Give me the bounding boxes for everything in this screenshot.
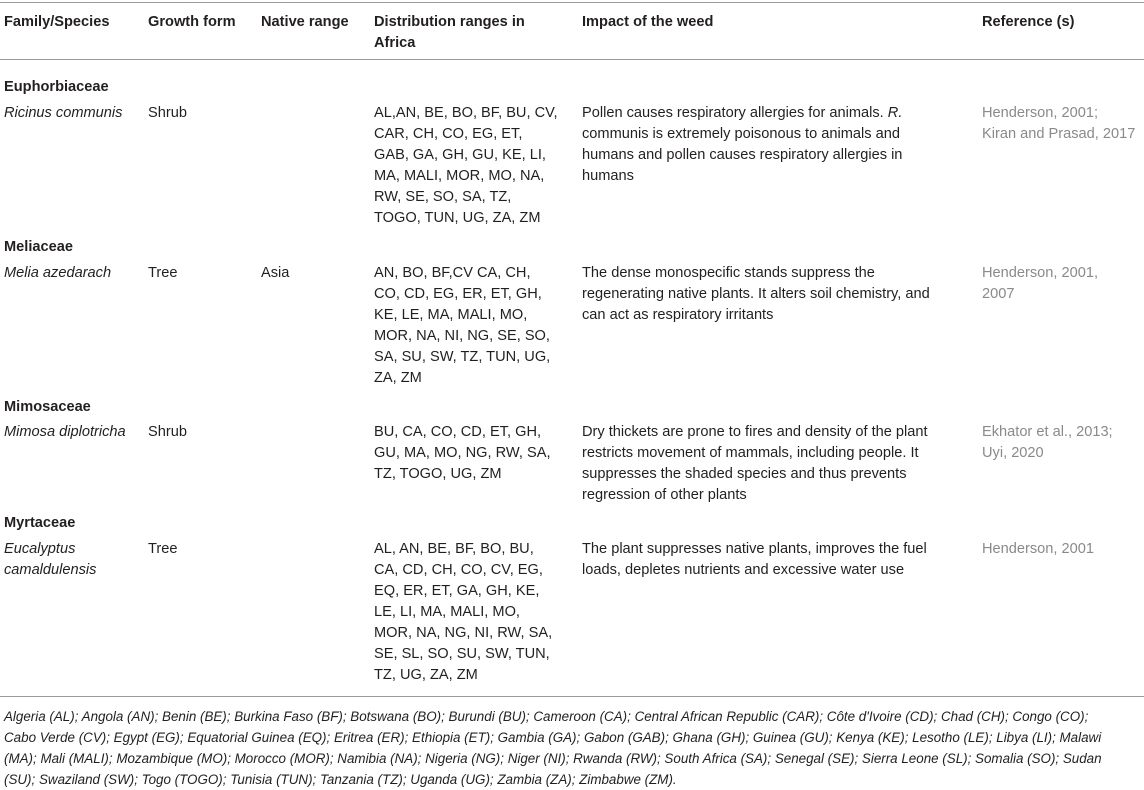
header-family-species: Family/Species	[4, 14, 110, 30]
dist-line: EQ, ER, ET, GA, GH, KE,	[374, 583, 540, 599]
dist-line: AL, AN, BE, BF, BO, BU,	[374, 541, 534, 557]
dist-line: AN, BO, BF,CV CA, CH,	[374, 265, 531, 281]
distribution-melia	[374, 263, 574, 389]
distribution-eucalyptus	[374, 539, 574, 686]
species-melia: Melia azedarach	[4, 265, 112, 281]
species-eucalyptus	[4, 539, 144, 581]
dist-line: KE, LE, MA, MALI, MO,	[374, 307, 528, 323]
family-euphorbiaceae: Euphorbiaceae	[4, 79, 109, 95]
species-line: camaldulensis	[4, 562, 97, 578]
species-line: Eucalyptus	[4, 541, 76, 557]
reference-eucalyptus	[982, 539, 1144, 560]
table-footnote	[4, 706, 1142, 790]
reference-mimosa	[982, 422, 1144, 464]
dist-line: TOGO, TUN, UG, ZA, ZM	[374, 210, 541, 226]
impact-mimosa	[582, 422, 974, 506]
species-ricinus: Ricinus communis	[4, 105, 123, 121]
dist-line: SA, SU, SW, TZ, TUN, UG,	[374, 349, 551, 365]
impact-ricinus	[582, 103, 974, 187]
header-distribution-line1: Distribution ranges in	[374, 14, 525, 30]
dist-line: RW, SE, SO, SA, TZ,	[374, 189, 512, 205]
ref-line: Ekhator et al., 2013;	[982, 424, 1113, 440]
header-reference: Reference (s)	[982, 14, 1075, 30]
header-native-range: Native range	[261, 14, 349, 30]
dist-line: LE, LI, MA, MALI, MO,	[374, 604, 520, 620]
header-rule	[0, 59, 1144, 60]
dist-line: GAB, GA, GH, GU, KE, LI,	[374, 147, 546, 163]
distribution-mimosa	[374, 422, 574, 485]
footnote-line: Cabo Verde (CV); Egypt (EG); Equatorial Guinea (EQ); Eritrea (ER); Ethiopia (ET); Gambia (GA); Gabon (GAB); Ghana (GH); Guinea (GU); Kenya (KE); Lesotho (LE); Libya (LI); Malawi	[4, 730, 1102, 745]
family-meliaceae: Meliaceae	[4, 239, 73, 255]
growth-mimosa: Shrub	[148, 424, 187, 440]
dist-line: MA, MALI, MOR, MO, NA,	[374, 168, 545, 184]
species-mimosa: Mimosa diplotricha	[4, 424, 126, 440]
native-melia: Asia	[261, 265, 290, 281]
ref-line: Uyi, 2020	[982, 445, 1044, 461]
dist-line: CO, CD, EG, ER, ET, GH,	[374, 286, 542, 302]
impact-text: communis is extremely poisonous to animals and	[582, 126, 900, 142]
impact-text: regression of other plants	[582, 487, 747, 503]
dist-line: AL,AN, BE, BO, BF, BU, CV,	[374, 105, 558, 121]
dist-line: CAR, CH, CO, EG, ET,	[374, 126, 523, 142]
impact-text: can act as respiratory irritants	[582, 307, 774, 323]
impact-melia	[582, 263, 974, 326]
impact-text: restricts movement of mammals, including people. It	[582, 445, 919, 461]
ref-line: 2007	[982, 286, 1015, 302]
impact-text: loads, depletes nutrients and excessive water use	[582, 562, 905, 578]
table-top-rule	[0, 2, 1144, 3]
family-myrtaceae: Myrtaceae	[4, 515, 76, 531]
dist-line: MOR, NA, NG, NI, RW, SA,	[374, 625, 553, 641]
dist-line: CA, CD, CH, CO, CV, EG,	[374, 562, 543, 578]
impact-text: humans and pollen causes respiratory allergies in	[582, 147, 903, 163]
dist-line: GU, MA, MO, NG, RW, SA,	[374, 445, 551, 461]
ref-line: Henderson, 2001,	[982, 265, 1099, 281]
footnote-line: Algeria (AL); Angola (AN); Benin (BE); Burkina Faso (BF); Botswana (BO); Burundi (BU); Cameroon (CA); Central African Republic (CAR); Côte d'Ivoire (CD); Chad (CH); Congo (CO);	[4, 709, 1089, 724]
dist-line: TZ, UG, ZA, ZM	[374, 667, 478, 683]
impact-text: The plant suppresses native plants, improves the fuel	[582, 541, 927, 557]
impact-eucalyptus	[582, 539, 974, 581]
impact-text: Dry thickets are prone to fires and density of the plant	[582, 424, 928, 440]
impact-text: regenerating native plants. It alters soil chemistry, and	[582, 286, 930, 302]
distribution-ricinus	[374, 103, 574, 229]
growth-eucalyptus: Tree	[148, 541, 178, 557]
reference-melia	[982, 263, 1144, 305]
dist-line: SE, SL, SO, SU, SW, TUN,	[374, 646, 550, 662]
impact-text: humans	[582, 168, 634, 184]
impact-text: Pollen causes respiratory allergies for animals.	[582, 105, 888, 121]
header-growth-form: Growth form	[148, 14, 236, 30]
family-mimosaceae: Mimosaceae	[4, 399, 91, 415]
impact-text: The dense monospecific stands suppress the	[582, 265, 875, 281]
dist-line: MOR, NA, NI, NG, SE, SO,	[374, 328, 550, 344]
growth-ricinus: Shrub	[148, 105, 187, 121]
table-bottom-rule	[0, 696, 1144, 697]
footnote-line: (MA); Mali (MALI); Mozambique (MO); Morocco (MOR); Namibia (NA); Nigeria (NG); Niger (NI); Rwanda (RW); South Africa (SA); Senegal (SE); Sierra Leone (SL); Somalia (SO); Sudan	[4, 751, 1102, 766]
dist-line: TZ, TOGO, UG, ZM	[374, 466, 502, 482]
ref-line: Henderson, 2001;	[982, 105, 1099, 121]
ref-line: Kiran and Prasad, 2017	[982, 126, 1136, 142]
dist-line: ZA, ZM	[374, 370, 422, 386]
dist-line: BU, CA, CO, CD, ET, GH,	[374, 424, 542, 440]
reference-ricinus	[982, 103, 1144, 145]
impact-italic: R.	[887, 105, 903, 121]
ref-line: Henderson, 2001	[982, 541, 1094, 557]
growth-melia: Tree	[148, 265, 178, 281]
impact-text: suppresses the shaded species and thus prevents	[582, 466, 907, 482]
header-distribution-line2: Africa	[374, 35, 416, 51]
footnote-line: (SU); Swaziland (SW); Togo (TOGO); Tunisia (TUN); Tanzania (TZ); Uganda (UG); Zambia (ZA); Zimbabwe (ZM).	[4, 772, 677, 787]
header-impact: Impact of the weed	[582, 14, 714, 30]
header-distribution	[374, 12, 574, 54]
